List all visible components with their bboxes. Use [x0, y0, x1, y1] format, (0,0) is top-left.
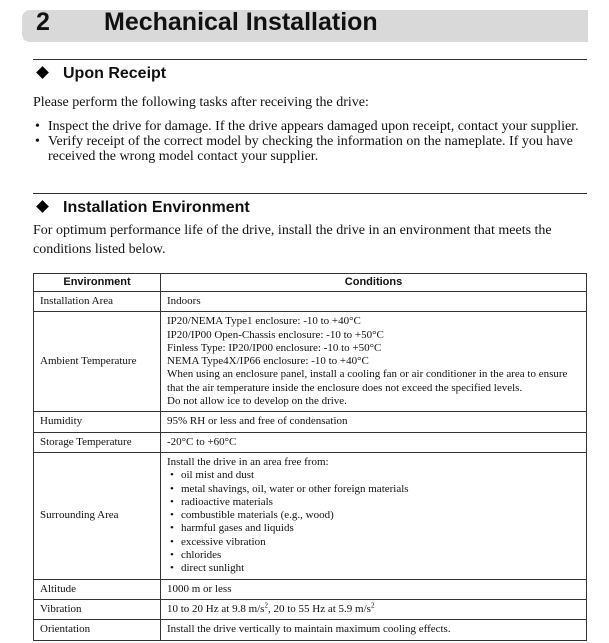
row-label: Surrounding Area — [34, 452, 161, 579]
section-divider — [33, 59, 587, 60]
receipt-intro: Please perform the following tasks after receiving the drive: — [33, 95, 369, 110]
table-row — [34, 292, 587, 312]
row-label: Orientation — [34, 620, 161, 640]
row-label: Vibration — [34, 599, 161, 619]
bullet-icon: • — [35, 119, 40, 134]
list-item: • excessive vibration — [170, 535, 266, 548]
table-row — [34, 599, 587, 619]
bullet-icon: • — [170, 482, 174, 495]
environment-table — [33, 273, 587, 641]
row-label: Altitude — [34, 579, 161, 599]
list-item: • combustible materials (e.g., wood) — [170, 509, 334, 522]
bullet-icon: • — [170, 509, 174, 522]
table-row — [34, 412, 587, 432]
section-heading-upon-receipt: Upon Receipt — [63, 65, 167, 82]
list-item: • direct sunlight — [170, 562, 245, 575]
bullet-icon: • — [170, 535, 174, 548]
row-label: Ambient Temperature — [34, 312, 161, 412]
chapter-title: Mechanical Installation — [104, 8, 378, 36]
column-header-environment: Environment — [34, 274, 161, 292]
list-item: • harmful gases and liquids — [170, 522, 294, 535]
row-value: Install the drive vertically to maintain maximum cooling effects. — [161, 620, 587, 640]
environment-intro: For optimum performance life of the drive, install the drive in an environment that meets the conditions listed below. — [33, 223, 552, 257]
table-row — [34, 620, 587, 640]
table-row — [34, 312, 587, 412]
list-item: • Verify receipt of the correct model by checking the information on the nameplate. If you have received the wrong model contact your supplier. — [35, 134, 573, 164]
list-item: • chlorides — [170, 549, 222, 562]
row-value: -20°C to +60°C — [161, 432, 587, 452]
table-header-row — [34, 274, 587, 292]
row-value: 10 to 20 Hz at 9.8 $m/s^2$, 20 to 55 Hz at 5.9 $m/s^2$ — [161, 599, 587, 619]
row-label: Storage Temperature — [34, 432, 161, 452]
row-value: 1000 m or less — [161, 579, 587, 599]
row-value: 95% RH or less and free of condensation — [161, 412, 587, 432]
list-item: • metal shavings, oil, water or other foreign materials — [170, 482, 409, 495]
bullet-icon: • — [170, 522, 174, 535]
chapter-number: 2 — [36, 8, 50, 36]
bullet-icon: • — [170, 562, 174, 575]
column-header-conditions: Conditions — [161, 274, 587, 292]
list-item: • Inspect the drive for damage. If the drive appears damaged upon receipt, contact your supplier. — [35, 119, 579, 134]
bullet-icon: • — [170, 469, 174, 482]
row-label: Humidity — [34, 412, 161, 432]
row-value: Install the drive in an area free from: • oil mist and dust • metal shavings, oil, water or other foreign materials • radioactive materials • combustible materials (e.g., wood) • harmful gases and liquids • excessive vibration • chlorides • direct sunlight — [161, 452, 587, 579]
table-row — [34, 432, 587, 452]
surrounding-area-list — [167, 469, 580, 575]
row-value: IP20/NEMA Type1 enclosure: -10 to +40°C IP20/IP00 Open-Chassis enclosure: -10 to +50°C Finless Type: IP20/IP00 enclosure: -10 to +50°C NEMA Type4X/IP66 enclosure: -10 to +40°C When using an enclosure panel, install a cooling fan or air conditioner in the area to ensure that the air temperature inside the enclosure does not exceed the specified levels. Do not allow ice to develop on the drive. — [161, 312, 587, 412]
receipt-task-list — [33, 119, 589, 164]
section-divider — [33, 193, 587, 194]
diamond-bullet-icon — [36, 66, 49, 79]
list-item: • radioactive materials — [170, 495, 273, 508]
row-label: Installation Area — [34, 292, 161, 312]
section-heading-installation-environment: Installation Environment — [63, 199, 250, 216]
diamond-bullet-icon — [36, 200, 49, 213]
bullet-icon: • — [170, 495, 174, 508]
table-row — [34, 452, 587, 579]
bullet-icon: • — [35, 134, 40, 149]
list-item: • oil mist and dust — [170, 469, 255, 482]
row-value: Indoors — [161, 292, 587, 312]
bullet-icon: • — [170, 549, 174, 562]
table-row — [34, 579, 587, 599]
